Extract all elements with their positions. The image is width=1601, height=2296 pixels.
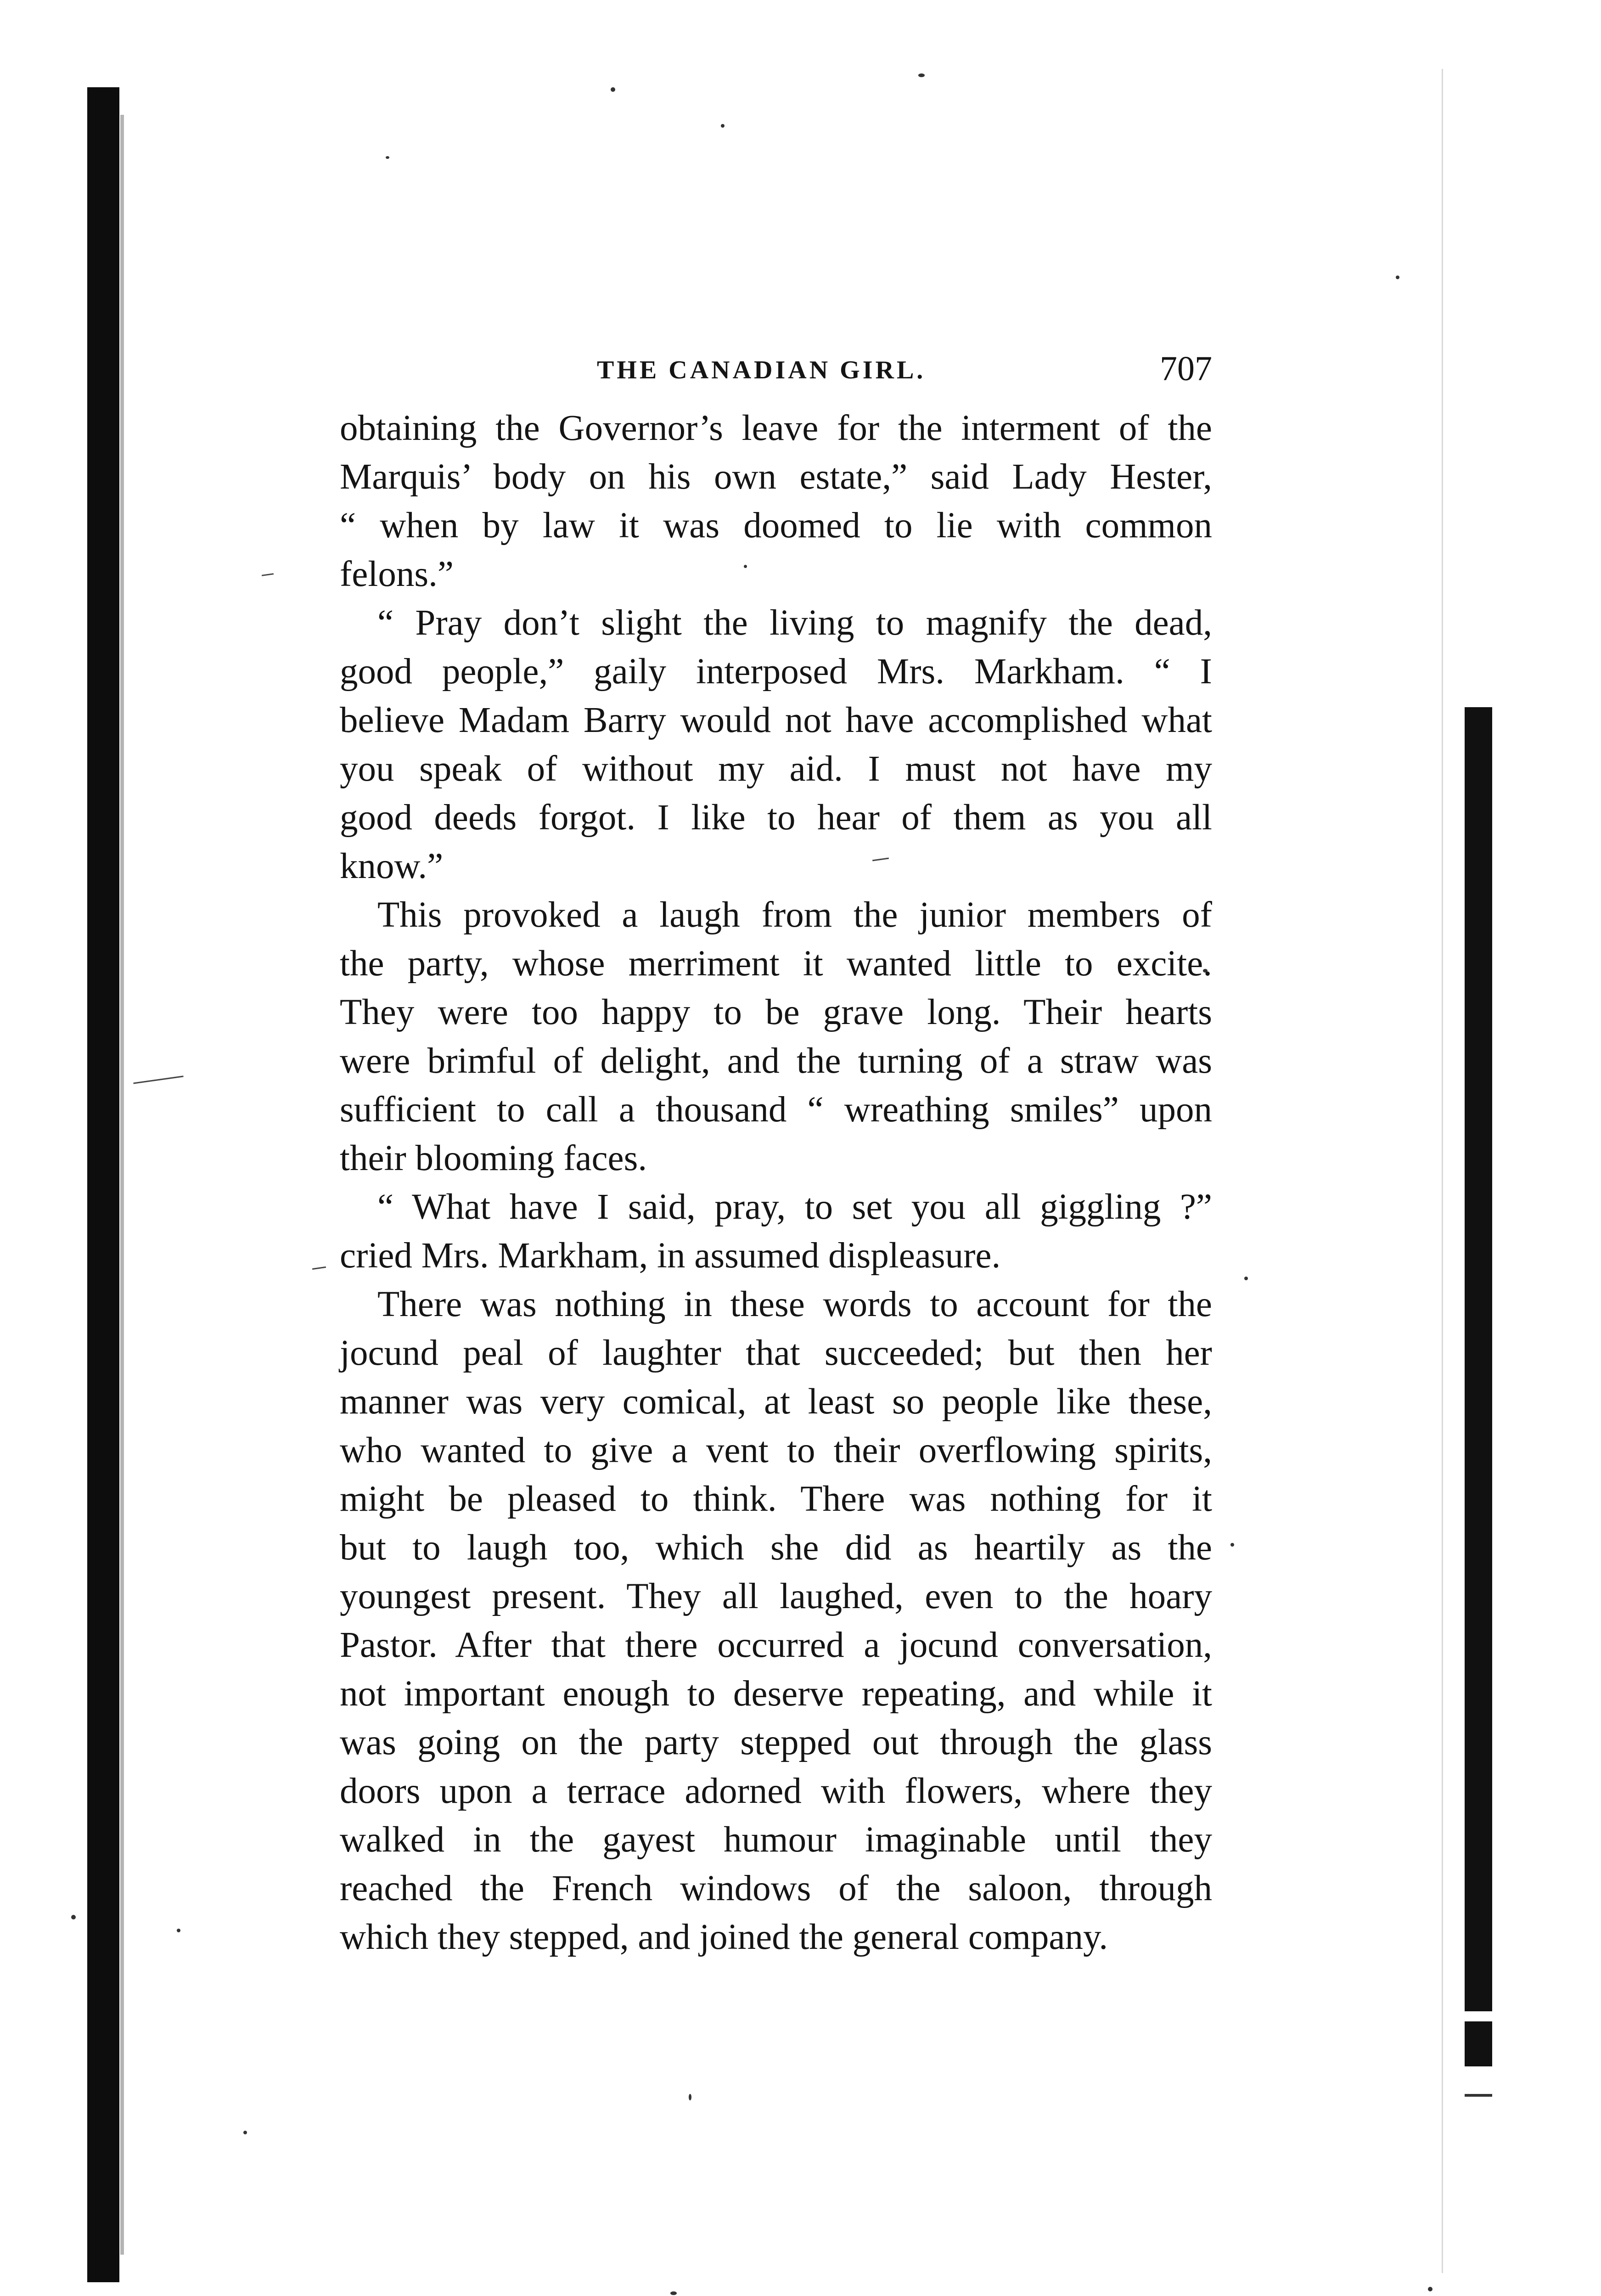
text-line: know.” — [340, 846, 444, 886]
text-line: good people,” gaily interposed Mrs. Markham. “ I — [340, 652, 1212, 692]
text-line: believe Madam Barry would not have accomplished what — [340, 700, 1212, 740]
text-line: were brimful of delight, and the turning of a straw was — [340, 1041, 1212, 1081]
scan-speck — [689, 2094, 691, 2100]
left-binding-shadow — [87, 87, 119, 2282]
scan-speck — [1230, 1543, 1234, 1547]
scan-speck — [670, 2291, 677, 2295]
right-binding-shadow — [1465, 707, 1492, 2066]
text-line: manner was very comical, at least so people like these, — [340, 1382, 1212, 1422]
text-line: Pastor. After that there occurred a jocund conversation, — [340, 1625, 1212, 1665]
running-head — [340, 349, 1212, 390]
text-line: sufficient to call a thousand “ wreathing smiles” upon — [340, 1090, 1212, 1130]
running-title: THE CANADIAN GIRL. — [597, 356, 926, 384]
margin-pen-stroke — [262, 573, 274, 576]
text-line: youngest present. They all laughed, even to the hoary — [340, 1576, 1212, 1616]
text-line: who wanted to give a vent to their overflowing spirits, — [340, 1430, 1212, 1470]
text-line: jocund peal of laughter that succeeded; but then her — [340, 1333, 1212, 1373]
scan-speck — [611, 87, 615, 92]
text-line: “ What have I said, pray, to set you all giggling ?” — [377, 1187, 1212, 1227]
scan-speck — [71, 1915, 76, 1919]
scan-speck — [243, 2131, 247, 2134]
text-line: They were too happy to be grave long. Their hearts — [340, 992, 1212, 1032]
text-line: was going on the party stepped out through the glass — [340, 1722, 1212, 1762]
scan-speck — [721, 124, 725, 128]
text-line: walked in the gayest humour imaginable until they — [340, 1820, 1212, 1860]
text-line: Marquis’ body on his own estate,” said Lady Hester, — [340, 457, 1212, 497]
scan-speck — [386, 156, 389, 159]
right-page-edge — [1442, 69, 1443, 2273]
text-line: felons.” — [340, 554, 454, 594]
text-line: “ when by law it was doomed to lie with common — [340, 506, 1212, 546]
margin-pen-stroke — [312, 1266, 326, 1270]
text-line: good deeds forgot. I like to hear of them as you all — [340, 798, 1212, 838]
text-line: There was nothing in these words to account for the — [377, 1284, 1212, 1324]
right-binding-mark — [1465, 2094, 1492, 2097]
text-line: cried Mrs. Markham, in assumed displeasure. — [340, 1236, 1001, 1276]
scan-speck — [1244, 1277, 1248, 1280]
text-line: might be pleased to think. There was nothing for it — [340, 1479, 1212, 1519]
text-line: reached the French windows of the saloon, through — [340, 1868, 1212, 1908]
right-binding-gap — [1465, 2011, 1492, 2021]
scan-speck — [1428, 2287, 1432, 2291]
text-line: which they stepped, and joined the general company. — [340, 1917, 1108, 1957]
margin-pen-stroke — [133, 1075, 183, 1084]
text-line: doors upon a terrace adorned with flowers, where they — [340, 1771, 1212, 1811]
left-binding-edge — [120, 115, 124, 2255]
page-number: 707 — [1160, 349, 1212, 388]
scan-speck — [1396, 276, 1399, 279]
body-text — [340, 404, 1212, 1962]
text-line: This provoked a laugh from the junior members of — [377, 895, 1212, 935]
text-line: but to laugh too, which she did as heartily as the — [340, 1528, 1212, 1568]
text-line: their blooming faces. — [340, 1138, 647, 1178]
text-line: not important enough to deserve repeating, and while it — [340, 1674, 1212, 1714]
text-line: “ Pray don’t slight the living to magnify the dead, — [377, 603, 1212, 643]
text-line: the party, whose merriment it wanted little to excite. — [340, 944, 1212, 984]
scan-speck — [918, 73, 925, 77]
text-line: you speak of without my aid. I must not have my — [340, 749, 1212, 789]
text-line: obtaining the Governor’s leave for the interment of the — [340, 408, 1212, 448]
scan-speck — [177, 1929, 180, 1932]
